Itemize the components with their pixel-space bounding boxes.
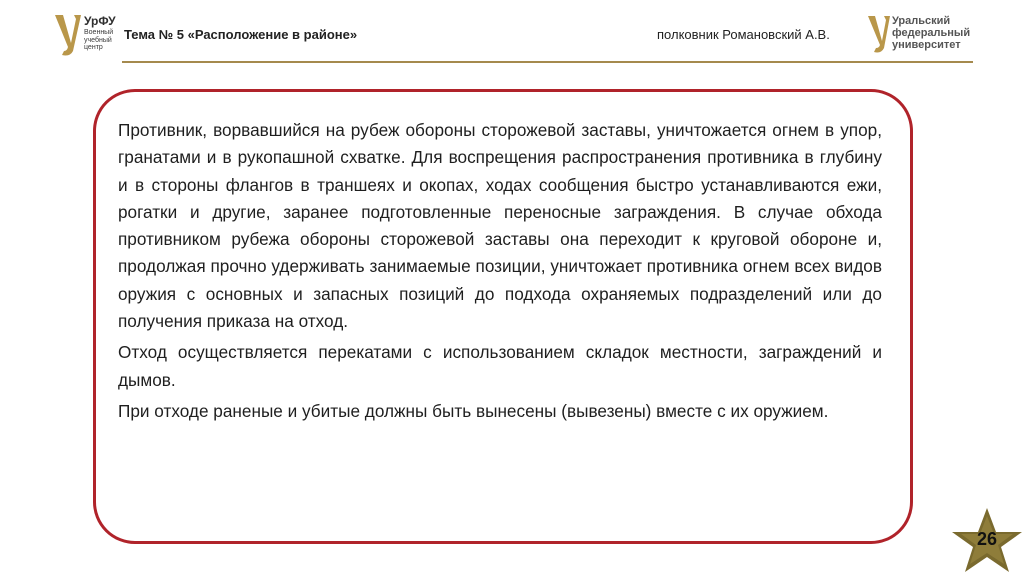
ural-federal-university-logo (866, 14, 986, 58)
header-divider (122, 61, 973, 63)
paragraph: При отходе раненые и убитые должны быть вынесены (вывезены) вместе с их оружием. (118, 400, 829, 421)
page-number: 26 (976, 529, 998, 549)
content-text (118, 117, 882, 429)
page-badge (950, 506, 1016, 572)
slide-header (0, 0, 1024, 64)
university-emblem-icon (866, 14, 892, 54)
urfu-abbr: УрФУ (84, 14, 116, 28)
paragraph: Отход осуществляется перекатами с использованием складок местности, заграждений и дымов. (118, 342, 882, 390)
urfu-emblem-icon (52, 13, 82, 57)
urfu-military-center-logo (52, 13, 114, 57)
topic-title: Тема № 5 «Расположение в районе» (124, 27, 358, 42)
military-center-label: Военный учебный центр (84, 29, 114, 51)
university-name: Уральский федеральный университет (892, 15, 971, 51)
author-name: полковник Романовский А.В. (657, 27, 830, 42)
paragraph: Противник, ворвавшийся на рубеж обороны сторожевой заставы, уничтожается огнем в упор, гранатами и в рукопашной схватке. Для воспрещения распространения противника в глубину и в стороны флангов в траншеях и окопах, ходах сообщения быстро устанавливаются ежи, рогатки и другие, заранее подготовленные переносные заграждения. В случае обхода противником рубежа обороны сторожевой заставы она переходит к круговой обороне и, продолжая прочно удерживать занимаемые позиции, уничтожает противника огнем всех видов оружия с основных и запасных позиций до подхода охраняемых подразделений или до получения приказа на отход. (118, 120, 882, 332)
